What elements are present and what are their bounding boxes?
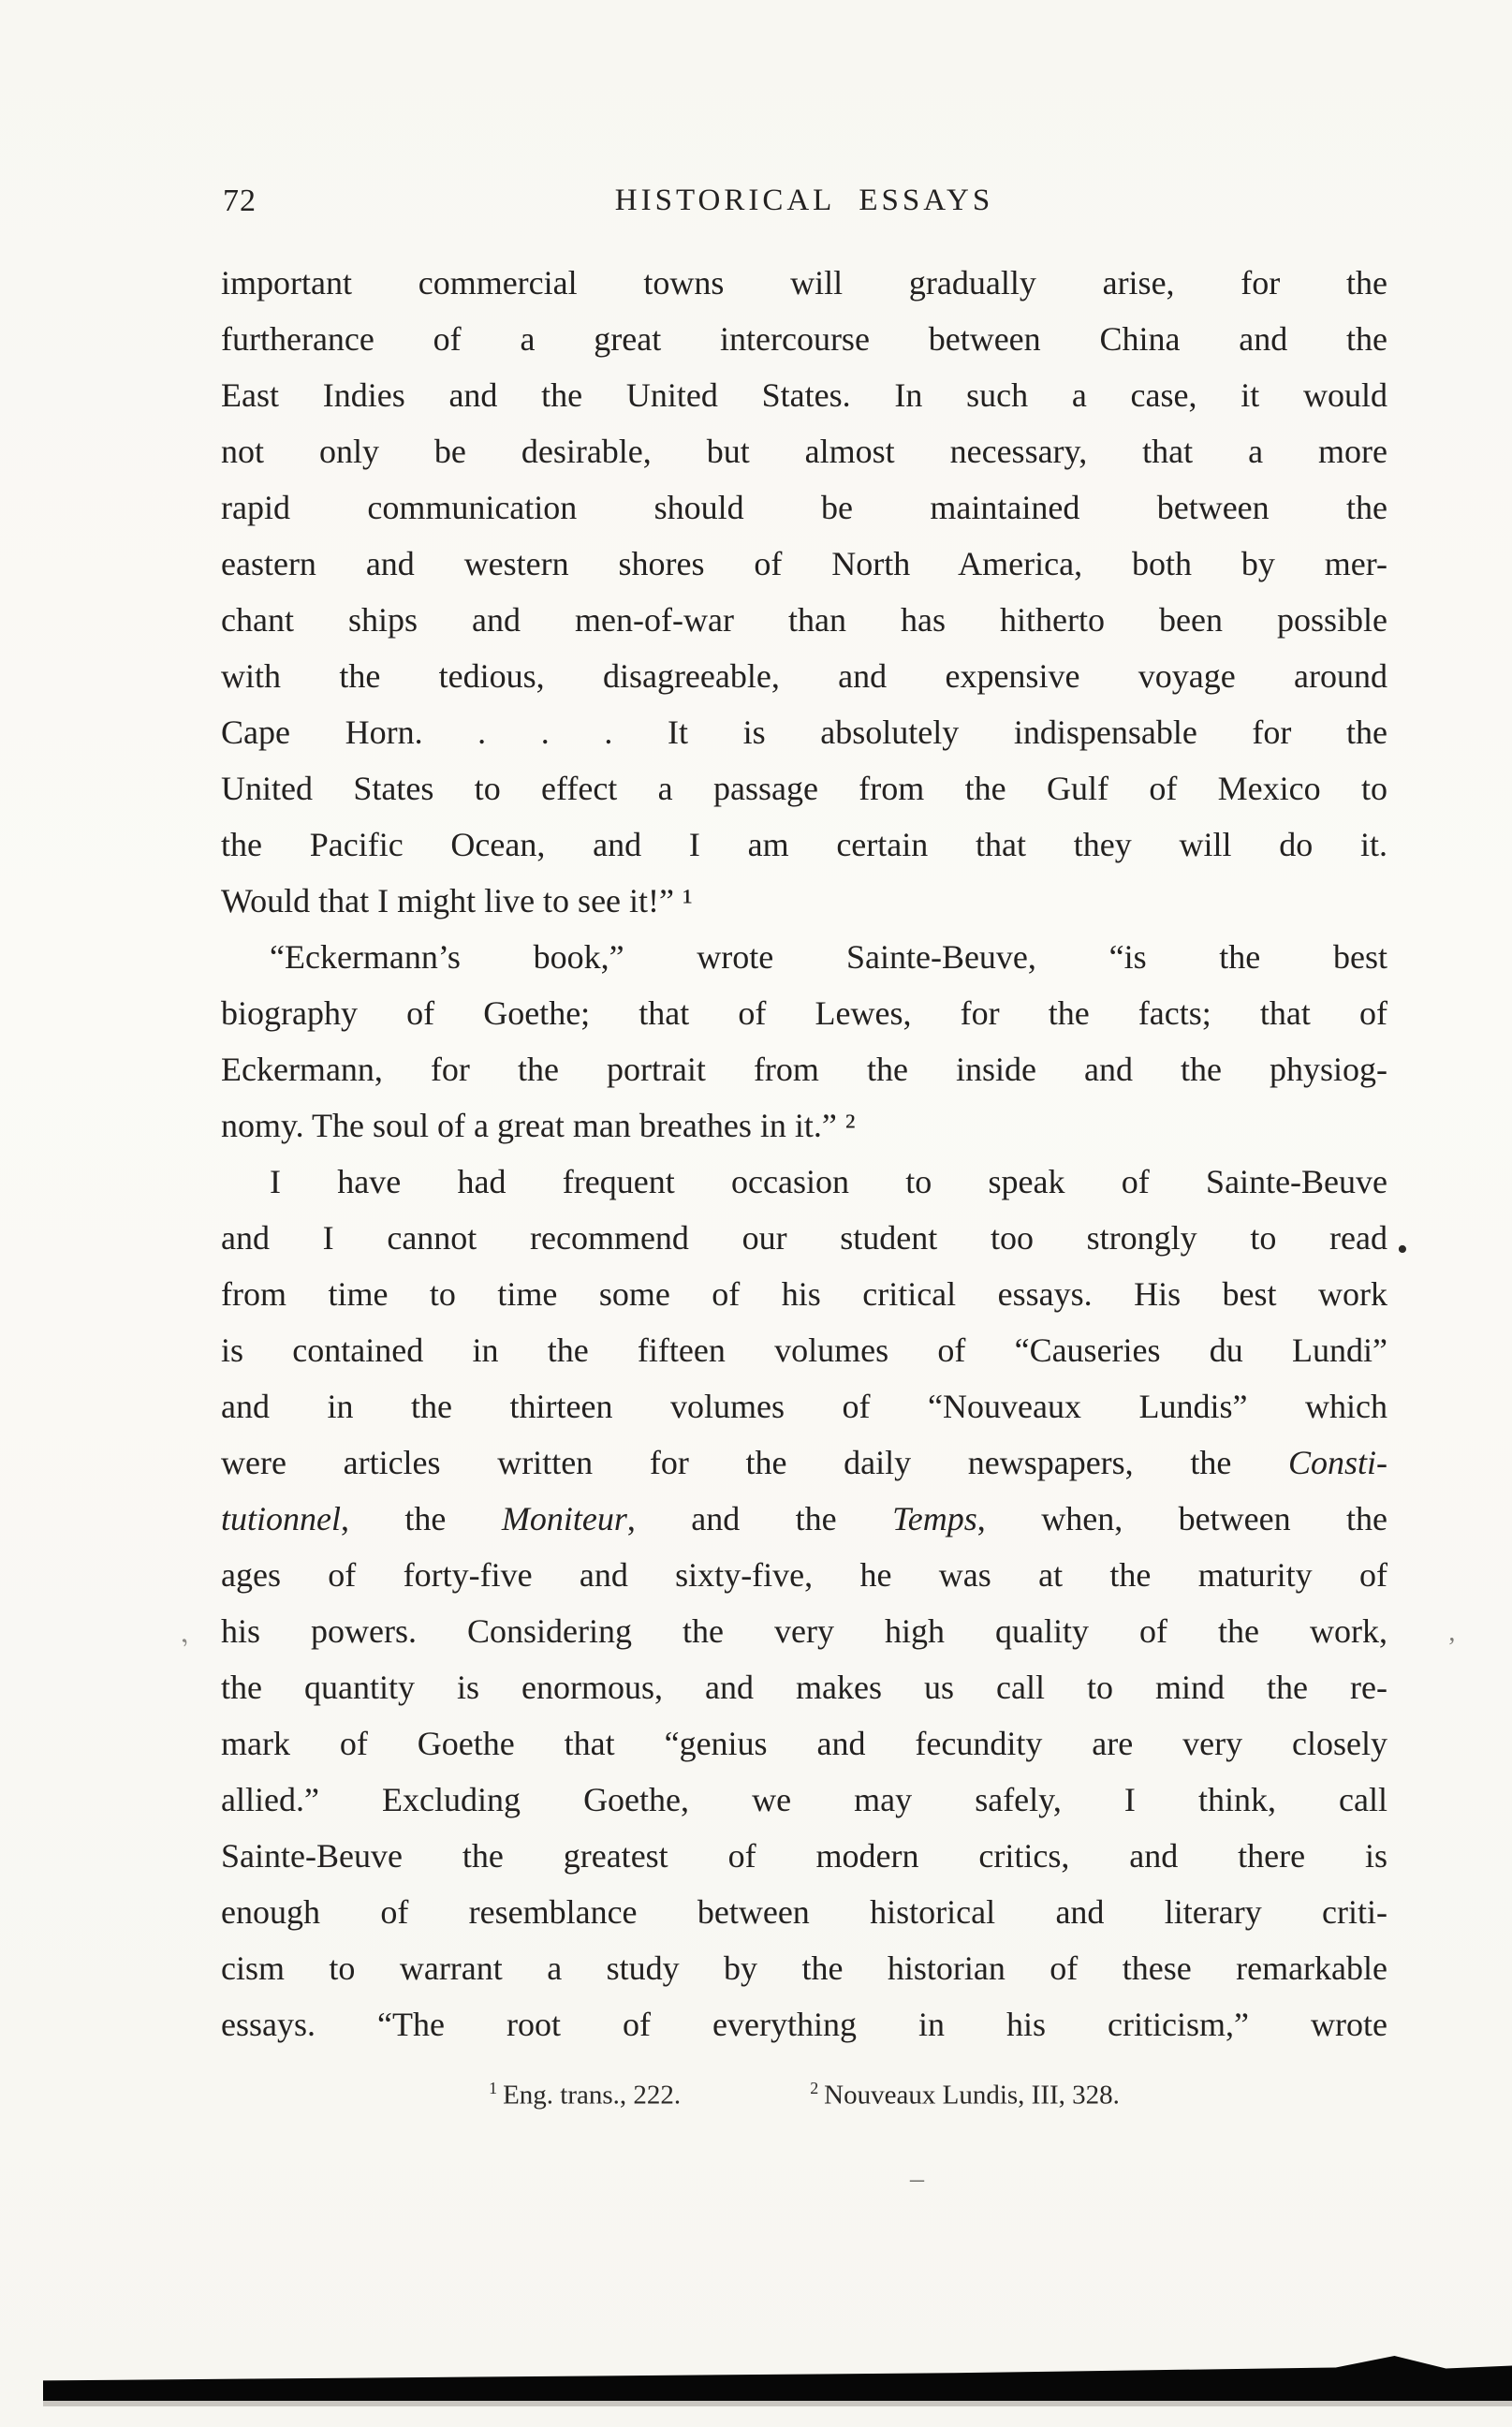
text-line: chant ships and men-of-war than has hitherto been possible — [221, 601, 1387, 639]
text-line: tutionnel, the Moniteur, and the Temps, when, between the — [221, 1500, 1387, 1537]
page-header — [221, 184, 1387, 227]
footnote-1 — [489, 2069, 681, 2114]
footnote-2 — [810, 2069, 1120, 2114]
text-line: essays. “The root of everything in his criticism,” wrote — [221, 2006, 1387, 2043]
text-line: mark of Goethe that “genius and fecundity are very closely — [221, 1725, 1387, 1762]
text-line: and in the thirteen volumes of “Nouveaux Lundis” which — [221, 1388, 1387, 1425]
scan-speck-dash: – — [910, 2163, 924, 2194]
text-line: Eckermann, for the portrait from the inside and the physiog- — [221, 1051, 1387, 1088]
footnotes — [221, 2069, 1387, 2114]
scan-speck-left: , — [171, 1617, 191, 1650]
text-line: were articles written for the daily newspapers, the Consti- — [221, 1444, 1387, 1481]
text-line: the quantity is enormous, and makes us call to mind the re- — [221, 1669, 1387, 1706]
page-number: 72 — [223, 184, 257, 218]
running-head-title: HISTORICAL ESSAYS — [614, 184, 994, 217]
text-line: eastern and western shores of North America, both by mer- — [221, 545, 1387, 582]
text-line: ages of forty-five and sixty-five, he was at the maturity of — [221, 1556, 1387, 1594]
scan-speck-right: ’ — [1447, 1633, 1457, 1662]
text-line: “Eckermann’s book,” wrote Sainte-Beuve, “is the best — [270, 938, 1387, 976]
body-text — [221, 255, 1387, 2052]
footnote-1-text: Eng. trans., 222. — [503, 2080, 682, 2111]
text-line: Would that I might live to see it!” ¹ — [221, 882, 693, 919]
text-line: from time to time some of his critical essays. His best work — [221, 1275, 1387, 1313]
text-line: cism to warrant a study by the historian of these remarkable — [221, 1949, 1387, 1987]
text-line: important commercial towns will gradually arise, for the — [221, 264, 1387, 302]
text-line: Sainte-Beuve the greatest of modern critics, and there is — [221, 1837, 1387, 1875]
text-line: his powers. Considering the very high quality of the work, — [221, 1612, 1387, 1650]
text-line: allied.” Excluding Goethe, we may safely, I think, call — [221, 1781, 1387, 1818]
text-line: enough of resemblance between historical and literary criti- — [221, 1893, 1387, 1931]
scan-speck-dot: • — [1397, 1232, 1408, 1267]
text-line: United States to effect a passage from the Gulf of Mexico to — [221, 770, 1387, 807]
text-line: with the tedious, disagreeable, and expensive voyage around — [221, 657, 1387, 695]
text-line: I have had frequent occasion to speak of Sainte-Beuve — [270, 1163, 1387, 1200]
text-line: and I cannot recommend our student too strongly to read — [221, 1219, 1387, 1257]
scan-gutter-shadow — [43, 2356, 1512, 2401]
text-line: furtherance of a great intercourse between China and the — [221, 320, 1387, 358]
text-line: is contained in the fifteen volumes of “Causeries du Lundi” — [221, 1331, 1387, 1369]
text-line: nomy. The soul of a great man breathes in it.” ² — [221, 1107, 856, 1144]
text-line: biography of Goethe; that of Lewes, for the facts; that of — [221, 994, 1387, 1032]
footnote-1-marker: 1 — [489, 2079, 498, 2097]
text-line: Cape Horn. . . . It is absolutely indispensable for the — [221, 713, 1387, 751]
text-line: East Indies and the United States. In such a case, it would — [221, 376, 1387, 414]
footnote-2-text: Nouveaux Lundis, III, 328. — [824, 2080, 1120, 2111]
text-line: the Pacific Ocean, and I am certain that they will do it. — [221, 826, 1387, 863]
text-line: rapid communication should be maintained between the — [221, 489, 1387, 526]
text-line: not only be desirable, but almost necessary, that a more — [221, 433, 1387, 470]
footnote-2-marker: 2 — [810, 2079, 819, 2097]
scan-page-edge — [43, 2401, 1512, 2406]
